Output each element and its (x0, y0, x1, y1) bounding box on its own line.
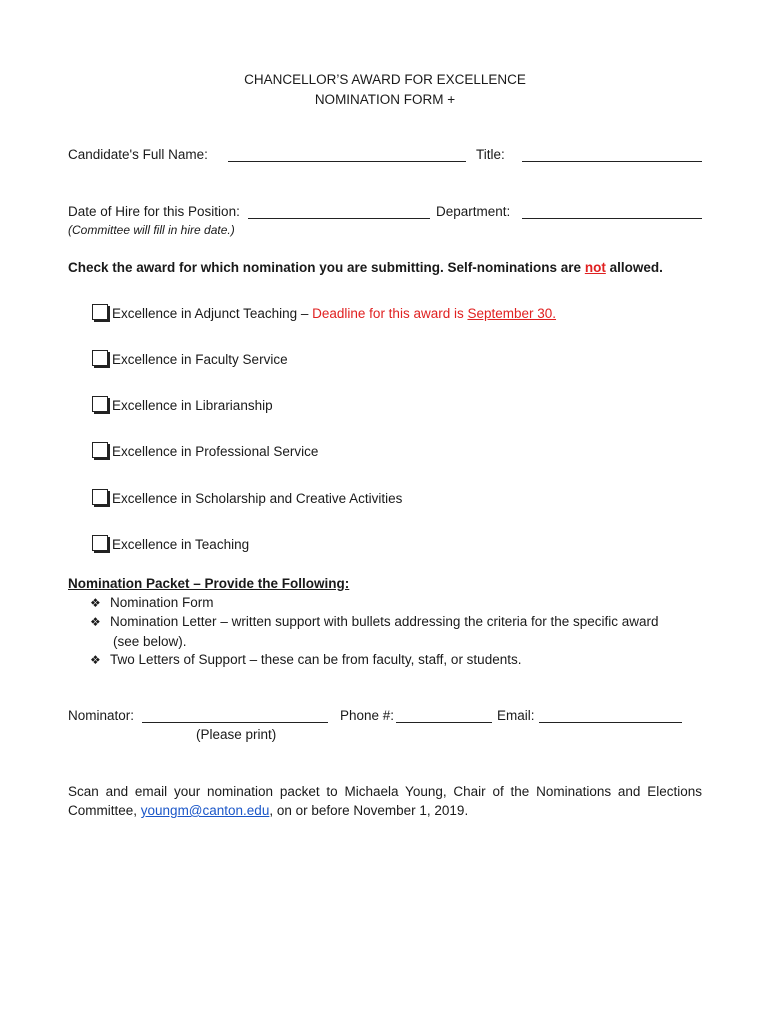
packet-item-text: – these can be from faculty, staff, or students. (245, 652, 522, 667)
diamond-bullet-icon: ❖ (90, 596, 101, 610)
award-label: Excellence in Librarianship (112, 398, 273, 413)
hire-date-label: Date of Hire for this Position: (68, 204, 240, 219)
award-option-adjunct-teaching (92, 304, 556, 324)
nominator-field[interactable] (142, 722, 328, 723)
packet-heading: Nomination Packet – Provide the Following: (68, 576, 350, 591)
chair-email-link[interactable]: youngm@canton.edu (140, 803, 270, 818)
checkbox-faculty-service[interactable] (92, 350, 108, 366)
hire-date-field[interactable] (248, 218, 430, 219)
instruction-text: Check the award for which nomination you are submitting. Self-nominations are (68, 260, 585, 275)
packet-item (90, 650, 521, 670)
department-field[interactable] (522, 218, 702, 219)
award-option-professional-service (92, 442, 318, 462)
candidate-name-label: Candidate's Full Name: (68, 147, 208, 162)
diamond-bullet-icon: ❖ (90, 615, 101, 629)
hire-date-note: (Committee will fill in hire date.) (68, 223, 235, 237)
candidate-name-field[interactable] (228, 161, 466, 162)
instruction-text-end: allowed. (605, 260, 663, 275)
award-label: Excellence in Adjunct Teaching – (112, 306, 313, 321)
checkbox-professional-service[interactable] (92, 442, 108, 458)
award-label: Excellence in Faculty Service (112, 352, 288, 367)
email-label: Email: (497, 708, 535, 723)
packet-item-bold: Nomination Letter (110, 614, 217, 629)
award-instruction (68, 258, 663, 278)
packet-item (90, 593, 214, 613)
award-option-faculty-service (92, 350, 288, 370)
diamond-bullet-icon: ❖ (90, 653, 101, 667)
award-label: Excellence in Teaching (112, 537, 250, 552)
packet-item-text: – written support with bullets addressing the criteria for the specific award (216, 614, 659, 629)
award-option-librarianship (92, 396, 273, 416)
deadline-date: September 30. (467, 306, 557, 321)
packet-item-bold: Nomination Form (110, 595, 214, 610)
title-field[interactable] (522, 161, 702, 162)
packet-item-bold: Two Letters of Support (110, 652, 246, 667)
checkbox-librarianship[interactable] (92, 396, 108, 412)
closing-text: Scan and email your nomination packet to Michaela Young, Chair of the Nominations and Elections Committee, (68, 784, 702, 818)
award-option-teaching (92, 535, 249, 555)
form-title-line1: CHANCELLOR’S AWARD FOR EXCELLENCE (244, 72, 526, 87)
nominator-label: Nominator: (68, 708, 135, 723)
packet-item-continuation: (see below). (113, 634, 187, 649)
title-label: Title: (476, 147, 505, 162)
checkbox-teaching[interactable] (92, 535, 108, 551)
form-title-line2: NOMINATION FORM + (314, 92, 456, 107)
award-label: Excellence in Scholarship and Creative Activities (112, 491, 403, 506)
print-note: (Please print) (196, 727, 277, 742)
award-label: Excellence in Professional Service (112, 444, 319, 459)
deadline-text: Deadline for this award is (312, 306, 468, 321)
closing-paragraph (68, 782, 702, 820)
packet-item (90, 612, 659, 651)
phone-field[interactable] (396, 722, 492, 723)
checkbox-scholarship[interactable] (92, 489, 108, 505)
award-option-scholarship (92, 489, 402, 509)
closing-text-end: , on or before November 1, 2019. (269, 803, 469, 818)
instruction-not-word: not (584, 260, 606, 275)
checkbox-adjunct-teaching[interactable] (92, 304, 108, 320)
phone-label: Phone #: (340, 708, 395, 723)
email-field[interactable] (539, 722, 682, 723)
department-label: Department: (436, 204, 511, 219)
